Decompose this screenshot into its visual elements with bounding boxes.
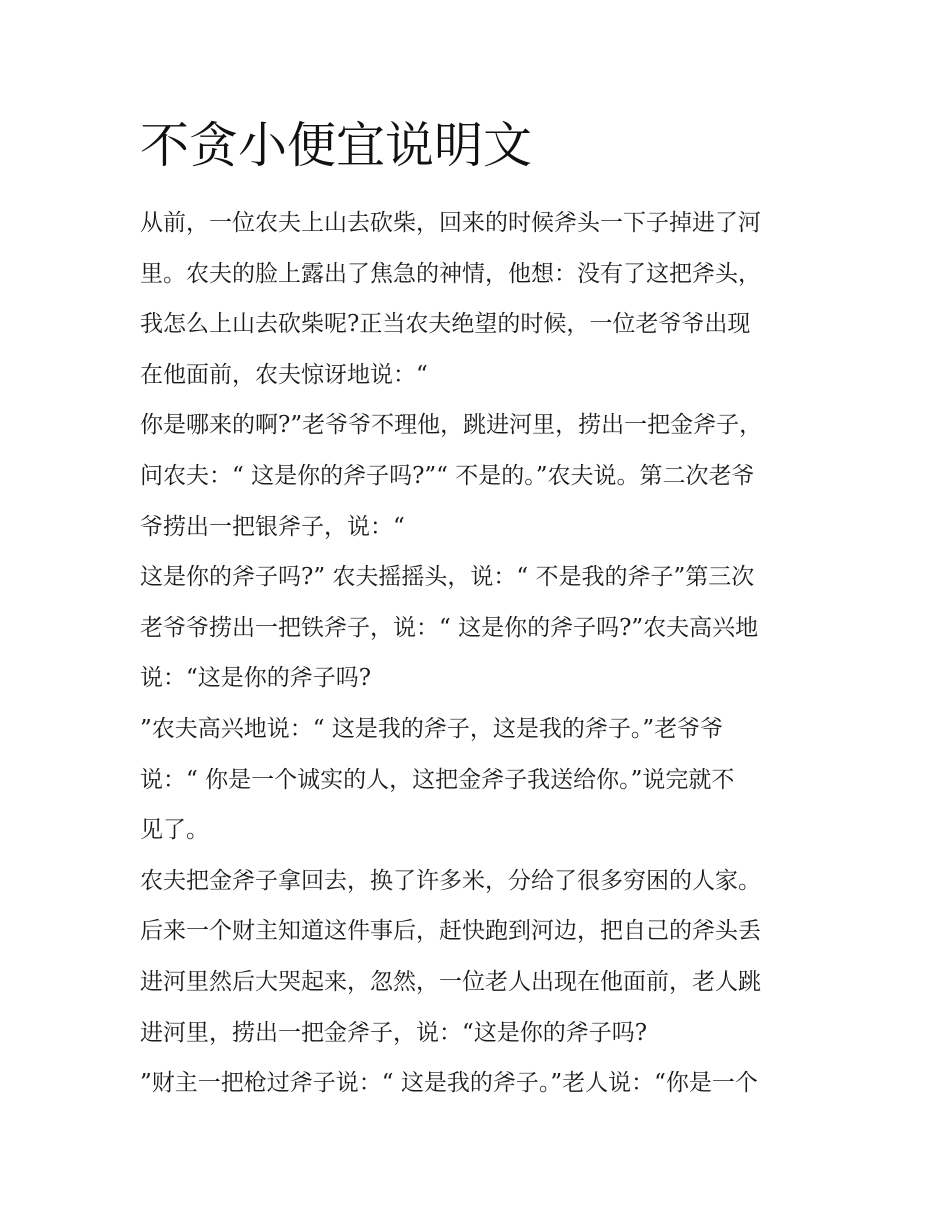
body-line: 你是哪来的啊?”老爷爷不理他，跳进河里，捞出一把金斧子， xyxy=(140,412,763,439)
body-line: ”农夫高兴地说：“ 这是我的斧子，这是我的斧子。”老爷爷 xyxy=(140,715,724,742)
body-line: 这是你的斧子吗?” 农夫摇摇头，说：“ 不是我的斧子”第三次 xyxy=(140,564,755,591)
body-line: 我怎么上山去砍柴呢?正当农夫绝望的时候，一位老爷爷出现 xyxy=(140,311,751,338)
body-line: 进河里，捞出一把金斧子，说：“这是你的斧子吗? xyxy=(140,1019,648,1046)
body-line: 后来一个财主知道这件事后，赶快跑到河边，把自己的斧头丢 xyxy=(140,918,761,945)
body-line: ”财主一把枪过斧子说：“ 这是我的斧子。”老人说：“你是一个 xyxy=(140,1070,758,1097)
body-line: 说：“这是你的斧子吗? xyxy=(140,665,372,692)
body-line: 从前，一位农夫上山去砍柴，回来的时候斧头一下子掉进了河 xyxy=(140,210,761,236)
body-line: 农夫把金斧子拿回去，换了许多米，分给了很多穷困的人家。 xyxy=(140,867,761,894)
body-line: 说：“ 你是一个诚实的人，这把金斧子我送给你。”说完就不 xyxy=(140,766,735,793)
body-line: 进河里然后大哭起来，忽然，一位老人出现在他面前，老人跳 xyxy=(140,968,761,995)
document-title: 不贪小便宜说明文 xyxy=(140,117,533,174)
body-line: 爷捞出一把银斧子，说：“ xyxy=(140,513,405,540)
body-line: 里。农夫的脸上露出了焦急的神情，他想：没有了这把斧头， xyxy=(140,260,761,287)
body-line: 见了。 xyxy=(140,817,209,844)
body-line: 老爷爷捞出一把铁斧子，说：“ 这是你的斧子吗?”农夫高兴地 xyxy=(140,614,759,641)
document-body xyxy=(140,198,830,1109)
body-line: 问农夫：“ 这是你的斧子吗?”“ 不是的。”农夫说。第二次老爷 xyxy=(140,462,755,489)
body-line: 在他面前，农夫惊讶地说：“ xyxy=(140,361,428,388)
